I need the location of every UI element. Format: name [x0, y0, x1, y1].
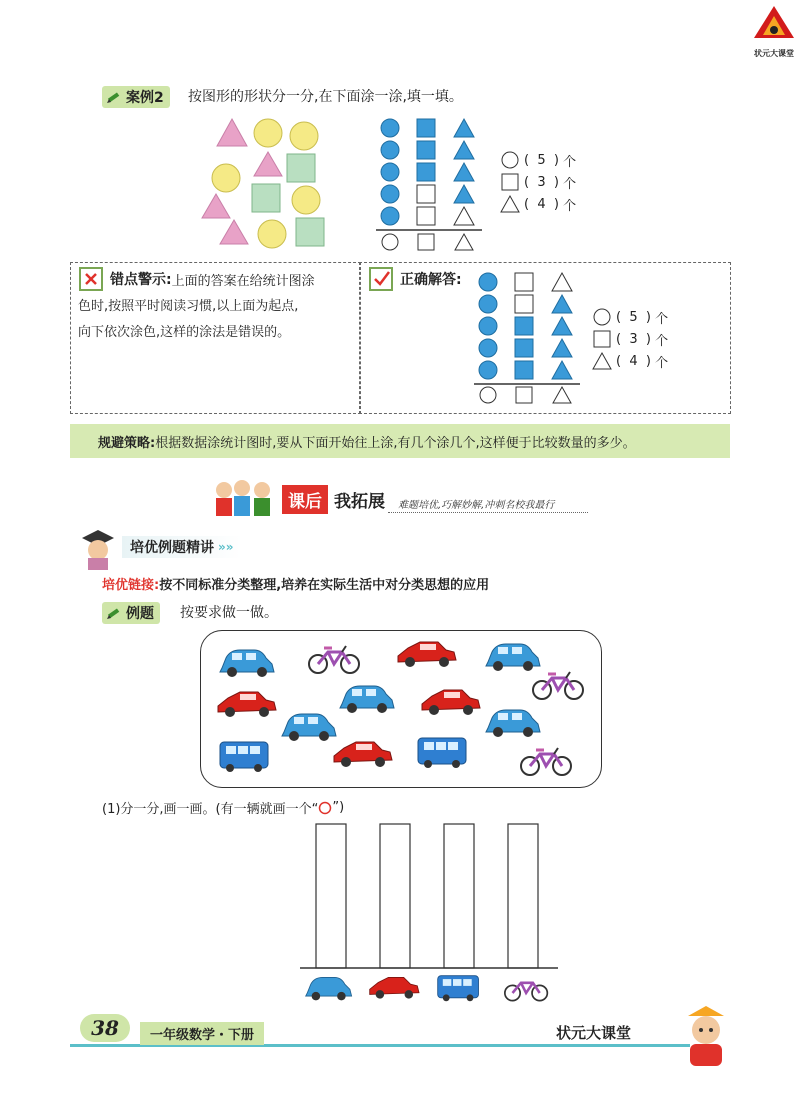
warning-line-3: 向下依次涂色,这样的涂法是错误的。: [78, 325, 291, 340]
answer-value[interactable]: 3: [537, 174, 546, 190]
triangle-icon: [500, 194, 520, 214]
footer-brand: 状元大课堂: [556, 1024, 632, 1042]
correct-answers: [592, 306, 668, 372]
correct-title: 正确解答:: [400, 272, 462, 288]
triangle-shape: [254, 152, 282, 176]
bike-icon: [505, 983, 547, 1001]
red-car: [334, 742, 392, 767]
pencil-icon: [106, 89, 122, 105]
after-class-badge-1: 课后: [282, 485, 328, 514]
excellent-link-text: 按不同标准分类整理,培养在实际生活中对分类思想的应用: [159, 578, 490, 593]
bike: [533, 672, 583, 699]
bus: [220, 742, 268, 772]
blue-car: [220, 650, 274, 677]
blue-car: [486, 644, 540, 671]
after-class-slogan: 难题培优,巧解妙解,冲刺名校我最行: [398, 500, 555, 511]
circle-shape: [258, 220, 286, 248]
column-blue-car: [316, 824, 346, 968]
case2-tag: [102, 86, 170, 108]
fire-icon: [752, 4, 796, 48]
column-bike: [508, 824, 538, 968]
circle-shape: [212, 164, 240, 192]
question1: [102, 798, 344, 817]
triangle-shape: [217, 119, 247, 146]
warning-title: 错点警示:: [110, 272, 172, 288]
teacher-avatar: [78, 528, 118, 570]
circle-icon: [592, 307, 612, 327]
blue-car: [486, 710, 540, 737]
strategy-banner: [70, 424, 730, 458]
mascot-avatar: [676, 1004, 736, 1068]
circle-icon: [500, 150, 520, 170]
question1-text-after: ”): [332, 800, 345, 815]
vehicles-scene: [200, 630, 600, 786]
red-car: [398, 642, 456, 667]
question1-text-before: (1)分一分,画一画。(有一辆就画一个“: [102, 802, 319, 817]
red-car: [218, 692, 276, 717]
answer-circle: ( 5 ) 个: [592, 306, 668, 328]
excellent-title: 培优例题精讲: [130, 540, 214, 556]
red-car-icon: [370, 977, 419, 998]
case2-answers: [500, 149, 576, 215]
bike: [521, 748, 571, 775]
square-icon: [500, 172, 520, 192]
wrong-fill-chart: [374, 116, 484, 254]
square-shape: [252, 184, 280, 212]
excellent-link-label: 培优链接:: [102, 578, 160, 593]
square-shape: [296, 218, 324, 246]
correct-title-row: [368, 266, 462, 292]
pencil-icon: [106, 605, 122, 621]
bike: [309, 646, 359, 673]
after-class-dotted-line: [388, 512, 588, 513]
circle-column: [381, 119, 399, 225]
square-column: [417, 119, 435, 225]
footer-book: 一年级数学・下册: [140, 1022, 264, 1045]
after-class-badge-2: 我拓展: [334, 492, 385, 512]
excellent-title-bar: [122, 536, 242, 558]
square-column: [515, 273, 533, 379]
triangle-column: [552, 273, 572, 379]
answer-value[interactable]: 5: [629, 309, 638, 325]
blue-car-icon: [306, 977, 352, 1000]
triangle-shape: [202, 194, 230, 218]
chevrons-icon: »»: [218, 540, 234, 554]
answer-value[interactable]: 3: [629, 331, 638, 347]
answer-square: ( 3 ) 个: [500, 171, 576, 193]
answer-triangle: ( 4 ) 个: [592, 350, 668, 372]
answer-square: ( 3 ) 个: [592, 328, 668, 350]
square-icon: [592, 329, 612, 349]
drawing-columns: [296, 820, 564, 1016]
header-logo: [752, 4, 796, 58]
kids-illustration: [210, 478, 274, 518]
check-note-icon: [368, 266, 396, 292]
red-car: [422, 690, 480, 715]
warning-line-1: 上面的答案在给统计图涂: [171, 273, 315, 289]
blue-car: [340, 686, 394, 713]
example-instruction: 按要求做一做。: [180, 605, 278, 621]
cross-note-icon: [78, 266, 106, 292]
example-tag: [102, 602, 160, 624]
warning-line-2: 色时,按照平时阅读习惯,以上面为起点,: [78, 299, 299, 314]
page-number-badge: [80, 1014, 130, 1042]
triangle-icon: [592, 351, 612, 371]
after-class-badge: [282, 485, 391, 514]
warning-section: [78, 266, 356, 346]
correct-fill-chart: [472, 270, 584, 406]
answer-value[interactable]: 4: [629, 353, 638, 369]
red-circle-icon: [318, 801, 332, 815]
shape-pile: [200, 114, 350, 254]
circle-shape: [254, 119, 282, 147]
triangle-column: [454, 119, 474, 225]
bus: [418, 738, 466, 768]
circle-column: [479, 273, 497, 379]
square-shape: [287, 154, 315, 182]
answer-triangle: ( 4 ) 个: [500, 193, 576, 215]
case2-tag-label: 案例2: [126, 90, 164, 106]
strategy-text: 根据数据涂统计图时,要从下面开始往上涂,有几个涂几个,这样便于比较数量的多少。: [155, 435, 636, 451]
answer-value[interactable]: 5: [537, 152, 546, 168]
excellent-link-row: [102, 574, 489, 593]
strategy-label: 规避策略:: [98, 435, 156, 451]
brand-mark: 状元大课堂: [754, 49, 794, 58]
page-number: 38: [91, 1016, 119, 1040]
answer-value[interactable]: 4: [537, 196, 546, 212]
circle-shape: [290, 122, 318, 150]
bus-icon: [438, 976, 479, 1002]
triangle-shape: [220, 220, 248, 244]
circle-shape: [292, 186, 320, 214]
column-red-car: [380, 824, 410, 968]
answer-circle: ( 5 ) 个: [500, 149, 576, 171]
blue-car: [282, 714, 336, 741]
case2-instruction: 按图形的形状分一分,在下面涂一涂,填一填。: [188, 89, 463, 105]
column-bus: [444, 824, 474, 968]
example-tag-label: 例题: [126, 606, 154, 622]
